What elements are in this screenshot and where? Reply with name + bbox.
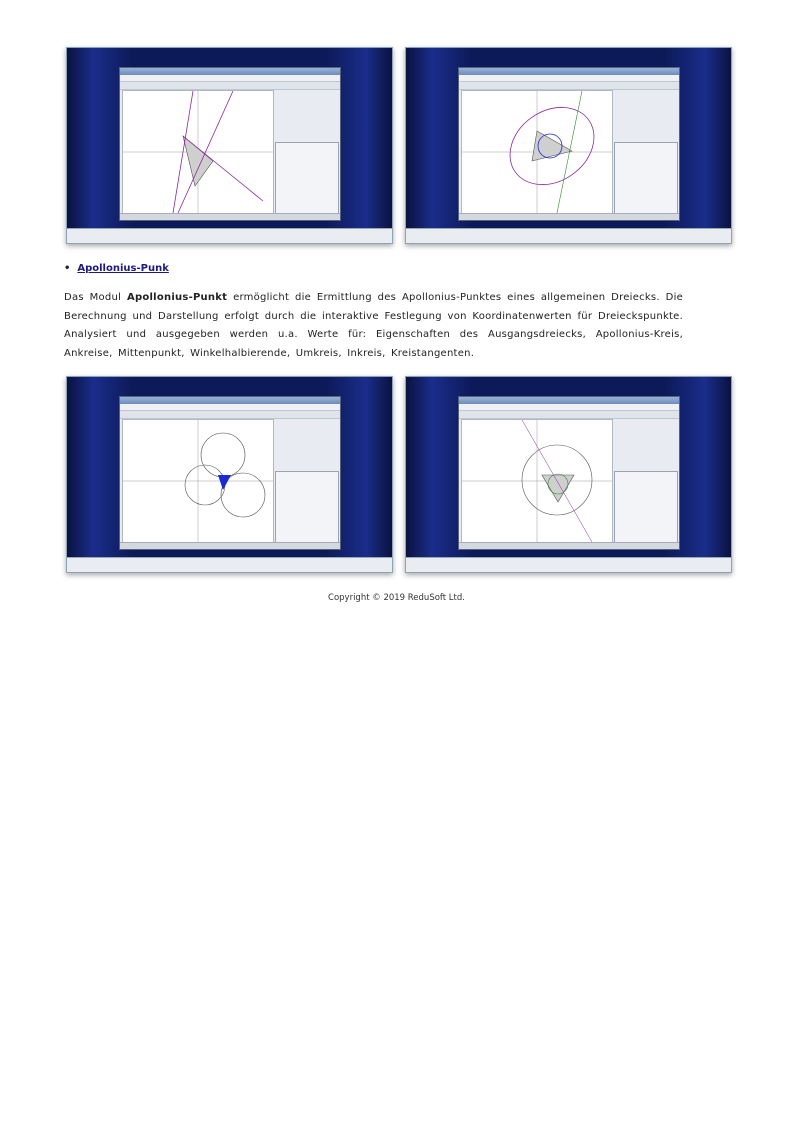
module-name: Apollonius-Punkt <box>126 292 228 303</box>
plot-area <box>461 90 613 214</box>
settings-panel[interactable] <box>275 471 339 543</box>
plot-area <box>122 419 274 543</box>
app-window <box>458 67 680 221</box>
app-window <box>458 396 680 550</box>
settings-panel[interactable] <box>614 471 678 543</box>
plot-area <box>461 419 613 543</box>
copyright: Copyright © 2019 ReduSoft Ltd. <box>328 593 465 603</box>
screenshot-1 <box>66 47 393 244</box>
apollonius-link[interactable]: Apollonius-Punk <box>77 263 169 274</box>
plot-area <box>122 90 274 214</box>
description-paragraph: Das Modul Apollonius-Punkt ermöglicht die Ermittlung des Apollonius-Punktes eines allgemeinen Dreiecks. Die Berechnung und Darstellung erfolgt durch die interaktive Festlegung von Koordinatenwerten für Dreieckspunkte. Analysiert und ausgegeben werden u.a. Werte für: Eigenschaften des Ausgangsdreiecks, Apollonius-Kreis, Ankreise, Mittenpunkt, Winkelhalbierende, Umkreis, Inkreis, Kreistangenten. <box>64 292 684 359</box>
apollonius-bullet: • Apollonius-Punk <box>64 263 169 274</box>
screenshot-4 <box>405 376 732 573</box>
settings-panel[interactable] <box>275 142 339 214</box>
screenshot-3 <box>66 376 393 573</box>
settings-panel[interactable] <box>614 142 678 214</box>
app-window <box>119 67 341 221</box>
app-window <box>119 396 341 550</box>
screenshot-2 <box>405 47 732 244</box>
